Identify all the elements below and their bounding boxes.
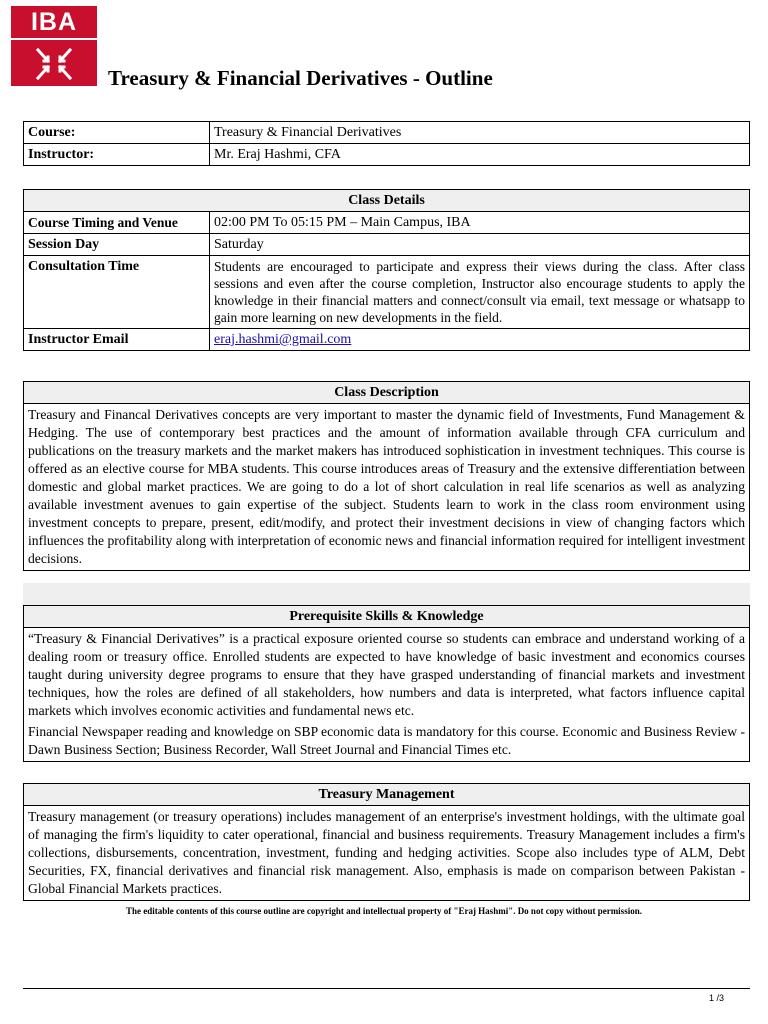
consultation-row [24,256,750,329]
page-number: 1 /3 [708,993,724,1003]
class-description-body: Treasury and Financal Derivatives concepts are very important to master the dynamic field of Investments, Fund Management & Hedging. The use of contemporary best practices and the amount of information available through CFA curriculum and publications on the treasury markets and the market makers has introduced sophistication in investment techniques. This course is offered as an elective course for MBA students. This course introduces areas of Treasury and the extensive differentiation between domestic and global market practices. We are going to do a lot of short calculation in real life scenarios as well as analyzing available investment avenues to gain expertise of the subject. Students learn to work in the class room environment using investment concepts to prepare, present, edit/modify, and protect their investment decisions in view of changing factors which influences the profitability along with interpretation of economic news and financial information required for intelligent investment decisions. [24,404,750,571]
consultation-value: Students are encouraged to participate and express their views during the class. After class sessions and even after the course completion, Instructor also encourage students to apply the knowledge in their financial matters and connect/consult via email, text message or whatsapp to gain more learning on new developments in the field. [210,256,750,329]
consultation-label: Consultation Time [24,256,210,329]
copyright-notice: The editable contents of this course outline are copyright and intellectual property of "Eraj Hashmi". Do not copy without permission. [126,906,642,916]
class-details-table [23,189,750,351]
prerequisites-body [24,628,750,762]
instructor-label: Instructor: [24,144,210,166]
timing-value: 02:00 PM To 05:15 PM – Main Campus, IBA [210,212,750,234]
session-day-row [24,234,750,256]
course-info-table [23,121,750,166]
iba-logo [11,6,97,86]
prerequisites-paragraph-2: Financial Newspaper reading and knowledge on SBP economic data is mandatory for this course. Economic and Business Review - Dawn Business Section; Business Recorder, Wall Street Journal and Financial Times etc. [28,724,745,757]
treasury-management-table [23,783,750,901]
email-cell [210,329,750,351]
session-day-label: Session Day [24,234,210,256]
timing-row [24,212,750,234]
prerequisites-heading: Prerequisite Skills & Knowledge [24,606,750,628]
prerequisites-paragraph-1: “Treasury & Financial Derivatives” is a practical exposure oriented course so students can embrace and understand working of a dealing room or treasury office. Enrolled students are expected to have knowledge of basic investment and economics courses taught during university degree programs to ensure that they have grasped understanding of financial markets and investment techniques, how the roles are defined of all stakeholders, how numbers and data is interpreted, what factors influence capital markets which involves economic activities and fundamental news etc. [28,631,745,718]
class-description-table [23,381,750,571]
email-label: Instructor Email [24,329,210,351]
treasury-management-body: Treasury management (or treasury operations) includes management of an enterprise's investment holdings, with the ultimate goal of managing the firm's liquidity to cater operational, financial and business requirements. Treasury Management includes a firm's collections, disbursements, concentration, investment, funding and hedging activities. Scope also includes type of ALM, Debt Securities, FX, financial derivatives and financial risk management. Also, emphasis is made on comparison between Pakistan - Global Financial Markets practices. [24,806,750,901]
instructor-value: Mr. Eraj Hashmi, CFA [210,144,750,166]
section-spacer [23,583,750,605]
timing-label: Course Timing and Venue [24,212,210,234]
session-day-value: Saturday [210,234,750,256]
footer-divider [23,988,750,989]
course-label: Course: [24,122,210,144]
treasury-management-heading: Treasury Management [24,784,750,806]
course-value: Treasury & Financial Derivatives [210,122,750,144]
page-title: Treasury & Financial Derivatives - Outline [108,66,493,90]
iba-emblem-icon [35,47,73,81]
class-description-heading: Class Description [24,382,750,404]
email-row [24,329,750,351]
class-details-heading: Class Details [24,190,750,212]
prerequisites-table [23,605,750,762]
instructor-email-link[interactable]: eraj.hashmi@gmail.com [214,332,352,347]
logo-divider [11,38,97,40]
course-row [24,122,750,144]
logo-text: IBA [30,8,78,36]
instructor-row [24,144,750,166]
